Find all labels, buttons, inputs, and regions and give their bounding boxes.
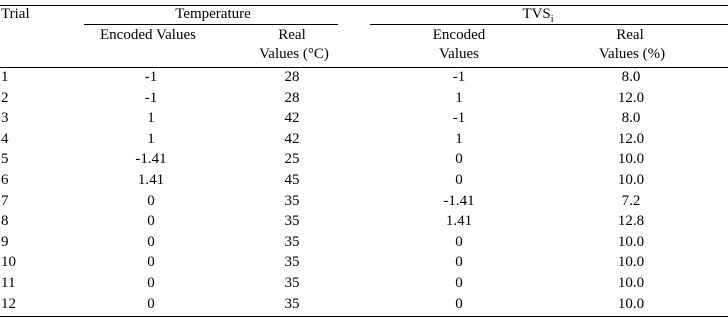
- header-tvs-subscript: i: [550, 14, 554, 25]
- cell-tvs-encoded: 0: [455, 151, 463, 168]
- cell-temp-real: 28: [284, 69, 300, 85]
- header-temperature: Temperature: [175, 6, 251, 22]
- cell-trial: 12: [1, 295, 16, 312]
- bottom-rule: [0, 316, 728, 317]
- header-temp-real-line2: Values (°C): [259, 46, 329, 62]
- cell-tvs-encoded: -1: [452, 69, 466, 85]
- cell-trial: 5: [1, 151, 9, 168]
- header-tvs: [522, 6, 553, 23]
- header-trial: Trial: [1, 6, 30, 22]
- cell-tvs-encoded: 0: [455, 172, 463, 188]
- cell-temp-encoded: 0: [147, 254, 155, 271]
- cell-trial: 1: [1, 69, 9, 85]
- cell-trial: 3: [1, 110, 9, 127]
- cell-temp-encoded: -1: [144, 89, 158, 106]
- cell-tvs-real: 10.0: [617, 172, 645, 188]
- cell-temp-encoded: 1: [147, 130, 155, 147]
- cell-tvs-real: 12.0: [617, 89, 645, 106]
- cell-tvs-real: 10.0: [617, 233, 645, 250]
- table-row: [0, 275, 728, 292]
- table-row: [0, 193, 728, 210]
- cell-tvs-encoded: 0: [455, 295, 463, 312]
- cell-tvs-encoded: 1.41: [445, 213, 473, 230]
- table-row: [0, 90, 728, 107]
- cell-tvs-real: 8.0: [621, 110, 641, 127]
- table-row: [0, 213, 728, 230]
- table-row: [0, 172, 728, 189]
- cell-trial: 9: [1, 233, 9, 250]
- cell-temp-real: 42: [284, 130, 300, 147]
- cell-tvs-real: 10.0: [617, 254, 645, 271]
- cell-trial: 7: [1, 192, 9, 209]
- cell-tvs-encoded: 0: [455, 233, 463, 250]
- cell-tvs-encoded: -1.41: [443, 192, 475, 209]
- cell-temp-encoded: -1.41: [135, 151, 167, 168]
- cell-tvs-real: 10.0: [617, 275, 645, 291]
- cell-tvs-encoded: 1: [455, 130, 463, 147]
- cell-tvs-real: 12.8: [617, 213, 645, 230]
- cell-trial: 10: [1, 254, 16, 271]
- cell-temp-real: 45: [284, 172, 300, 188]
- cell-temp-real: 35: [284, 233, 300, 250]
- cell-tvs-real: 10.0: [617, 151, 645, 168]
- cell-trial: 2: [1, 89, 9, 106]
- cell-temp-real: 35: [284, 254, 300, 271]
- cell-temp-encoded: -1: [144, 69, 158, 85]
- cell-temp-real: 25: [284, 151, 300, 168]
- header-bottom-rule: [0, 67, 728, 68]
- header-tvs-label: TVS: [522, 6, 551, 22]
- cell-temp-encoded: 0: [147, 275, 155, 291]
- cell-temp-real: 35: [284, 295, 300, 312]
- table-row: [0, 296, 728, 313]
- header-tvs-real-line1: Real: [616, 27, 644, 43]
- cell-temp-real: 35: [284, 192, 300, 209]
- cell-trial: 4: [1, 130, 9, 147]
- cell-tvs-real: 8.0: [621, 69, 641, 85]
- cell-tvs-real: 10.0: [617, 295, 645, 312]
- cell-temp-encoded: 0: [147, 233, 155, 250]
- cell-temp-encoded: 1.41: [137, 172, 165, 188]
- cell-trial: 11: [1, 275, 16, 291]
- cell-tvs-real: 12.0: [617, 130, 645, 147]
- header-temp-real-line1: Real: [278, 27, 306, 43]
- table-row: [0, 254, 728, 271]
- cell-temp-real: 35: [284, 213, 300, 230]
- cell-temp-encoded: 0: [147, 295, 155, 312]
- table-row: [0, 151, 728, 168]
- cell-tvs-encoded: 0: [455, 254, 463, 271]
- cell-temp-encoded: 1: [147, 110, 155, 127]
- header-tvs-encoded-line2: Values: [439, 46, 479, 62]
- tvs-group-rule: [370, 24, 728, 25]
- table-row: [0, 110, 728, 127]
- cell-temp-real: 35: [284, 275, 300, 291]
- cell-tvs-encoded: -1: [452, 110, 466, 127]
- top-rule: [0, 5, 728, 6]
- temperature-group-rule: [84, 24, 338, 25]
- header-temp-encoded: Encoded Values: [100, 27, 196, 43]
- cell-tvs-encoded: 0: [455, 275, 463, 291]
- table-row: [0, 234, 728, 251]
- table-row: [0, 69, 728, 86]
- cell-trial: 8: [1, 213, 9, 230]
- cell-trial: 6: [1, 172, 9, 188]
- cell-temp-encoded: 0: [147, 192, 155, 209]
- cell-temp-real: 28: [284, 89, 300, 106]
- cell-temp-encoded: 0: [147, 213, 155, 230]
- header-tvs-real-line2: Values (%): [598, 46, 666, 62]
- header-tvs-encoded-line1: Encoded: [432, 27, 486, 43]
- cell-tvs-encoded: 1: [455, 89, 463, 106]
- cell-temp-real: 42: [284, 110, 300, 127]
- table-row: [0, 131, 728, 148]
- cell-tvs-real: 7.2: [621, 192, 641, 209]
